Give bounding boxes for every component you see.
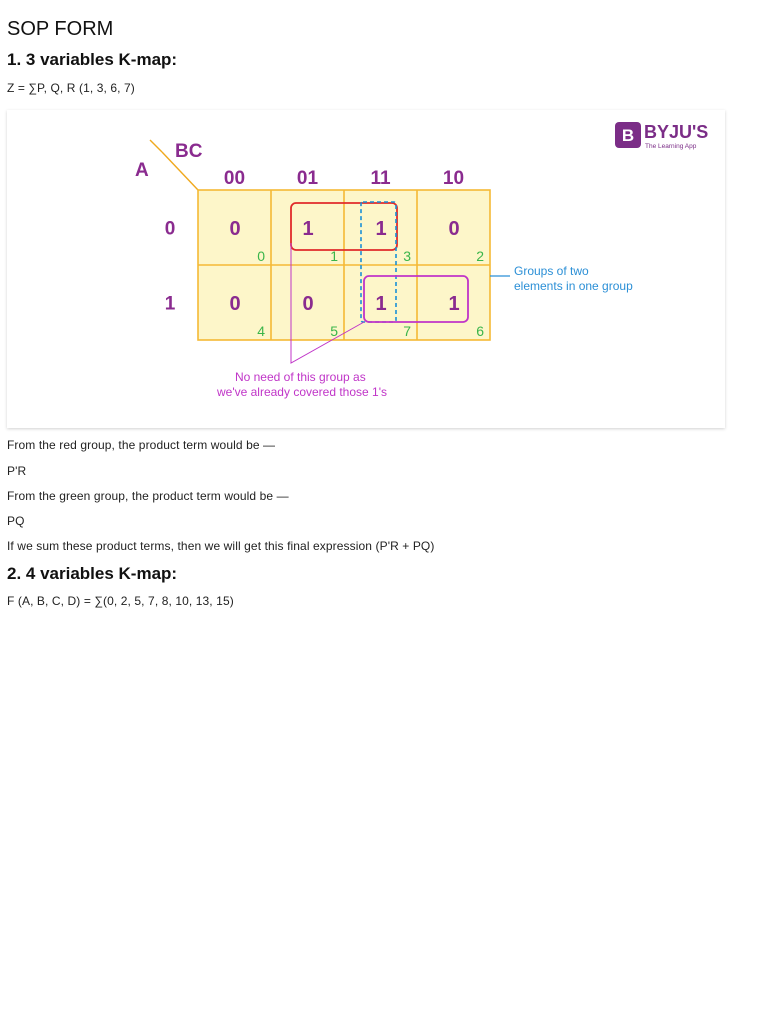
sum-expression-line: If we sum these product terms, then we will get this final expression (P'R + PQ) [7,539,435,553]
green-group-term: PQ [7,514,25,528]
kmap-cell-index: 5 [330,323,338,339]
col-header-11: 11 [370,168,391,189]
red-group-intro: From the red group, the product term would be — [7,438,276,452]
kmap-cell-index: 6 [476,323,484,339]
section-1-expression: Z = ∑P, Q, R (1, 3, 6, 7) [7,81,135,95]
section-1-title: 1. 3 variables K-map: [7,50,178,69]
kmap-cell-index: 2 [476,248,484,264]
kmap-diagram [7,110,725,428]
logo-brand: BYJU'S [644,122,709,142]
col-header-00: 00 [223,168,246,189]
section-2-title: 2. 4 variables K-map: [7,564,178,583]
row-variable-label: A [135,160,149,181]
kmap-cell-value: 0 [229,293,241,315]
axis-diagonal-top [150,140,162,152]
kmap-cell-index: 7 [403,323,411,339]
groups-annotation-text: Groups of two elements in one group [514,264,633,293]
green-group-intro: From the green group, the product term would be — [7,489,289,503]
kmap-figure [7,110,725,428]
byjus-logo [615,122,708,150]
red-group-term: P'R [7,464,27,478]
kmap-cell-value: 0 [302,293,314,315]
kmap-cell-index: 4 [257,323,265,339]
kmap-cell-index: 0 [257,248,265,264]
section-2-expression: F (A, B, C, D) = ∑(0, 2, 5, 7, 8, 10, 13, 15) [7,594,234,608]
logo-tagline: The Learning App [645,143,697,150]
kmap-cell-value: 1 [448,293,460,315]
kmap-cell-index: 1 [330,248,338,264]
row-header-0: 0 [164,218,176,240]
kmap-cell-value: 1 [375,218,387,240]
col-header-01: 01 [296,168,319,189]
kmap-cell-index: 3 [403,248,411,264]
row-header-1: 1 [164,293,176,315]
kmap-cell-value: 0 [448,218,460,240]
kmap-cell-value: 1 [375,293,387,315]
svg-text:B: B [621,126,635,145]
col-header-10: 10 [442,168,465,189]
kmap-cell-value: 0 [229,218,241,240]
no-need-annotation-text: No need of this group as we've already covered those 1's [216,370,388,399]
page-title: SOP FORM [7,18,114,40]
kmap-cell-value: 1 [302,218,314,240]
col-variable-label: BC [175,141,203,162]
